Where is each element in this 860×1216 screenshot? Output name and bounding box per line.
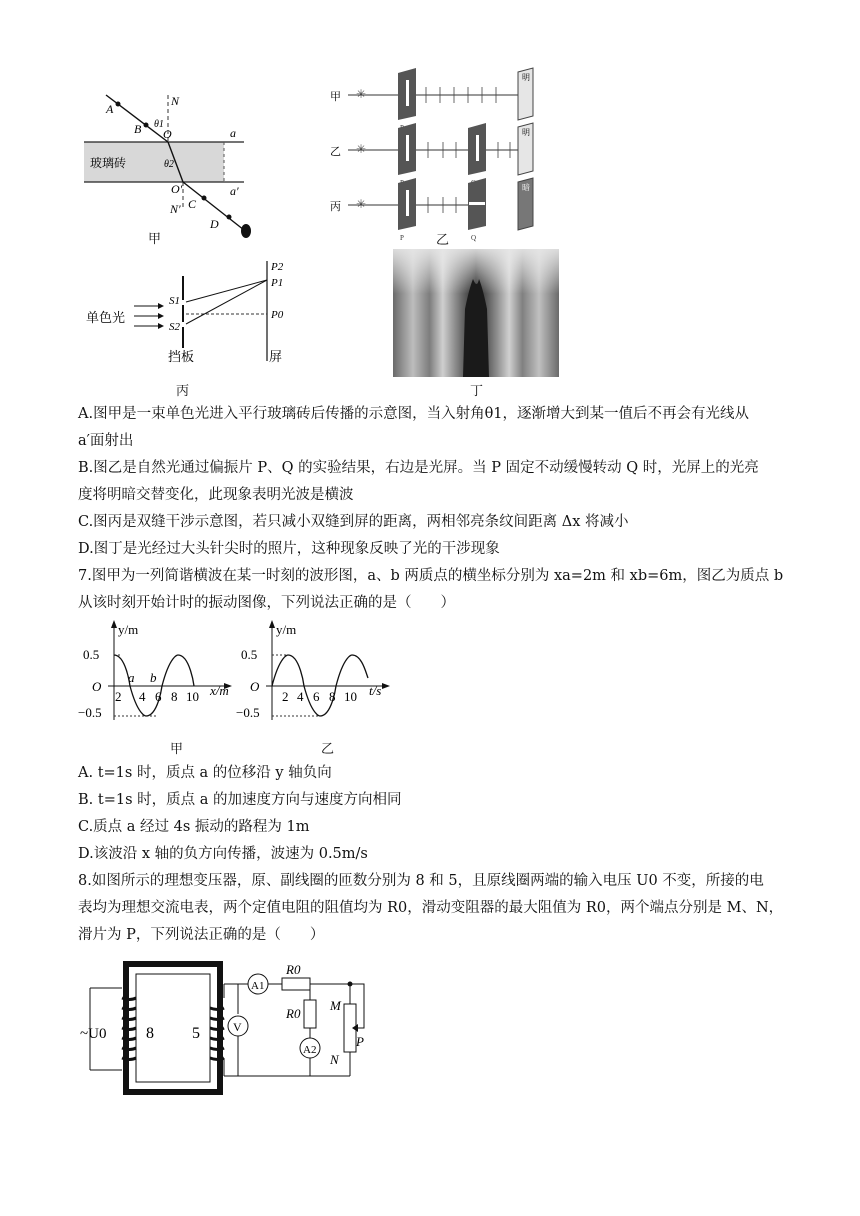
q7-option-d: D.该波沿 x 轴的负方向传播，波速为 0.5m/s bbox=[78, 846, 368, 862]
svg-text:暗: 暗 bbox=[522, 183, 530, 192]
figure-jia-refraction bbox=[84, 85, 274, 245]
label-screen: 屏 bbox=[269, 349, 283, 364]
label-S1: S1 bbox=[169, 295, 180, 307]
label-D: D bbox=[210, 217, 219, 231]
label-P2: P2 bbox=[271, 261, 284, 273]
q7-option-b: B. t=1s 时，质点 a 的加速度方向与速度方向相同 bbox=[78, 792, 402, 808]
y-axis-label: y/m bbox=[118, 622, 139, 637]
label-A: A bbox=[106, 102, 114, 116]
svg-text:O: O bbox=[250, 679, 260, 694]
q6-option-b: B.图乙是自然光通过偏振片 P、Q 的实验结果，右边是光屏。当 P 固定不动缓慢转动 Q 时，光屏上的光亮 bbox=[78, 460, 759, 476]
caption-yi: 乙 bbox=[436, 233, 450, 248]
q8-stem-line3: 滑片为 P，下列说法正确的是（ ） bbox=[78, 927, 325, 943]
terminal-M: M bbox=[330, 998, 341, 1013]
svg-text:4: 4 bbox=[139, 689, 146, 704]
figure-transformer-circuit bbox=[80, 960, 370, 1100]
svg-text:6: 6 bbox=[313, 689, 320, 704]
label-a: a bbox=[230, 126, 236, 140]
graph-wave-jia bbox=[78, 618, 238, 728]
ammeter-a1-label: A1 bbox=[251, 980, 265, 992]
q8-stem-line1: 8.如图所示的理想变压器，原、副线圈的匝数分别为 8 和 5，且原线圈两端的输入电压 U0 不变，所接的电 bbox=[78, 873, 764, 889]
r0-a-label: R0 bbox=[286, 962, 301, 977]
label-baffle: 挡板 bbox=[168, 349, 195, 364]
label-P0: P0 bbox=[271, 309, 284, 321]
svg-text:−0.5: −0.5 bbox=[78, 705, 102, 720]
label-S2: S2 bbox=[169, 321, 180, 333]
q7-option-a: A. t=1s 时，质点 a 的位移沿 y 轴负向 bbox=[78, 765, 332, 781]
svg-text:8: 8 bbox=[329, 689, 336, 704]
r0-b-label: R0 bbox=[286, 1006, 301, 1021]
source-label: ~U0 bbox=[80, 1026, 107, 1042]
ammeter-a2-label: A2 bbox=[303, 1044, 317, 1056]
label-a-prime: a′ bbox=[230, 184, 239, 198]
svg-text:10: 10 bbox=[344, 689, 357, 704]
question-7-options bbox=[78, 760, 784, 949]
polarizer-row-2 bbox=[330, 123, 533, 187]
y-axis-label: y/m bbox=[276, 622, 297, 637]
figure-bing-double-slit bbox=[86, 256, 306, 376]
x-axis-label: x/m bbox=[210, 683, 229, 698]
svg-text:O: O bbox=[92, 679, 102, 694]
svg-text:明: 明 bbox=[522, 73, 530, 82]
q7-stem-line1: 7.图甲为一列简谐横波在某一时刻的波形图，a、b 两质点的横坐标分别为 xa=2m 和 xb=6m，图乙为质点 b bbox=[78, 568, 784, 584]
x-axis-label: t/s bbox=[369, 683, 382, 698]
q6-option-a: A.图甲是一束单色光进入平行玻璃砖后传播的示意图，当入射角θ1，逐渐增大到某一值后不再会有光线从 bbox=[78, 406, 750, 422]
label-O-prime: O′ bbox=[171, 182, 183, 196]
slider-P: P bbox=[356, 1034, 364, 1049]
voltmeter-label: V bbox=[233, 1020, 242, 1034]
caption-ding: 丁 bbox=[470, 384, 484, 399]
svg-text:Q: Q bbox=[471, 234, 477, 242]
point-b-label: b bbox=[150, 670, 157, 685]
row-tag: 乙 bbox=[330, 146, 341, 158]
label-theta2: θ2 bbox=[164, 159, 174, 170]
svg-text:0.5: 0.5 bbox=[241, 647, 258, 662]
graph-vibration-yi bbox=[236, 618, 396, 728]
svg-text:✳: ✳ bbox=[356, 197, 367, 211]
svg-text:10: 10 bbox=[186, 689, 199, 704]
svg-text:4: 4 bbox=[297, 689, 304, 704]
row-tag: 甲 bbox=[330, 91, 341, 103]
caption-graph-yi: 乙 bbox=[321, 742, 335, 757]
q6-option-a-cont: a′面射出 bbox=[78, 433, 134, 449]
q7-option-c: C.质点 a 经过 4s 振动的路程为 1m bbox=[78, 819, 310, 835]
caption-graph-jia: 甲 bbox=[170, 742, 184, 757]
svg-text:✳: ✳ bbox=[356, 142, 367, 156]
svg-text:✳: ✳ bbox=[356, 87, 367, 101]
figure-ding-photo bbox=[393, 249, 559, 377]
figure-yi-polarizers bbox=[328, 68, 553, 242]
q6-option-d: D.图丁是光经过大头针尖时的照片，这种现象反映了光的干涉现象 bbox=[78, 541, 500, 557]
label-P1: P1 bbox=[271, 277, 284, 289]
polarizer-row-1 bbox=[330, 68, 533, 132]
label-C: C bbox=[188, 197, 197, 211]
svg-text:0.5: 0.5 bbox=[83, 647, 100, 662]
n2-label: 5 bbox=[192, 1025, 200, 1042]
row-tag: 丙 bbox=[330, 201, 341, 213]
label-O: O bbox=[163, 127, 172, 141]
svg-text:2: 2 bbox=[115, 689, 122, 704]
q7-stem-line2: 从该时刻开始计时的振动图像，下列说法正确的是（ ） bbox=[78, 595, 455, 611]
label-B: B bbox=[134, 122, 142, 136]
label-N: N bbox=[171, 94, 180, 108]
q6-option-b-cont: 度将明暗交替变化，此现象表明光波是横波 bbox=[78, 487, 354, 503]
polarizer-row-3 bbox=[330, 178, 533, 242]
svg-text:6: 6 bbox=[155, 689, 162, 704]
caption-jia: 甲 bbox=[148, 232, 162, 247]
svg-text:2: 2 bbox=[282, 689, 289, 704]
label-theta1: θ1 bbox=[154, 119, 164, 130]
svg-text:P: P bbox=[400, 234, 404, 242]
n1-label: 8 bbox=[146, 1025, 154, 1042]
q8-stem-line2: 表均为理想交流电表，两个定值电阻的阻值均为 R0，滑动变阻器的最大阻值为 R0，两个端点分别是 M、N， bbox=[78, 900, 784, 916]
q6-option-c: C.图丙是双缝干涉示意图，若只减小双缝到屏的距离，两相邻亮条纹间距离 Δx 将减小 bbox=[78, 514, 629, 530]
point-a-label: a bbox=[128, 670, 135, 685]
question-6-options bbox=[78, 401, 784, 617]
label-light: 单色光 bbox=[86, 310, 126, 325]
label-glass: 玻璃砖 bbox=[90, 156, 127, 170]
terminal-N: N bbox=[330, 1052, 339, 1067]
caption-bing: 丙 bbox=[176, 384, 190, 399]
svg-text:8: 8 bbox=[171, 689, 178, 704]
svg-text:明: 明 bbox=[522, 128, 530, 137]
label-N-prime: N′ bbox=[170, 202, 181, 216]
svg-text:−0.5: −0.5 bbox=[236, 705, 260, 720]
